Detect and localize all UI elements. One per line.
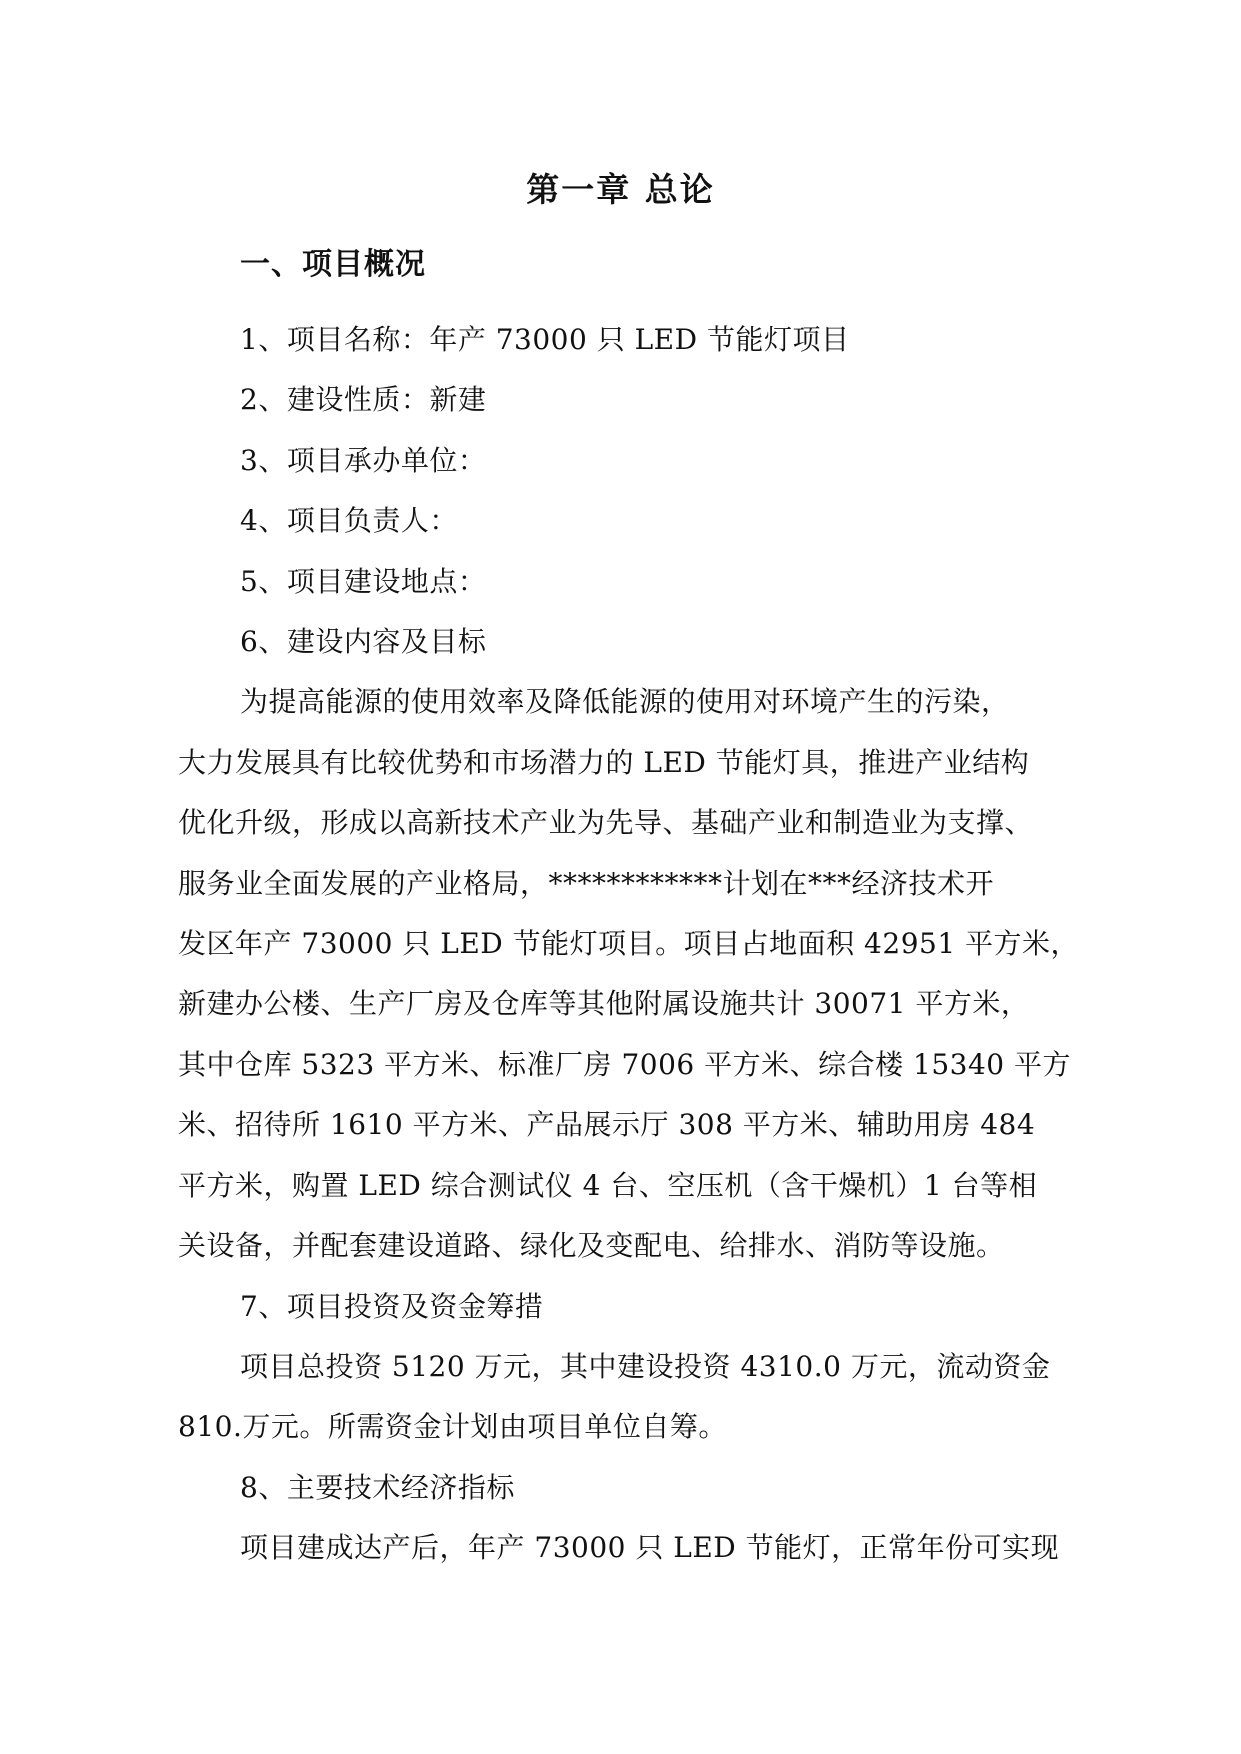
paragraph-line: 关设备，并配套建设道路、绿化及变配电、给排水、消防等设施。: [178, 1229, 1005, 1263]
item-undertaking-unit: 3、项目承办单位：: [240, 443, 487, 477]
chapter-title: 第一章 总论: [526, 170, 715, 209]
paragraph-line: 米、招待所 1610 平方米、产品展示厅 308 平方米、辅助用房 484: [178, 1108, 1036, 1142]
paragraph-line: 服务业全面发展的产业格局，************计划在***经济技术开: [178, 866, 995, 900]
paragraph-line: 发区年产 73000 只 LED 节能灯项目。项目占地面积 42951 平方米，: [178, 927, 1080, 961]
paragraph-line: 项目总投资 5120 万元，其中建设投资 4310.0 万元，流动资金: [240, 1349, 1051, 1383]
item-indicators-heading: 8、主要技术经济指标: [240, 1470, 515, 1504]
item-project-location: 5、项目建设地点：: [240, 564, 487, 598]
paragraph-line: 优化升级，形成以高新技术产业为先导、基础产业和制造业为支撑、: [178, 806, 1034, 840]
body-text: [178, 310, 1078, 1579]
item-investment-heading: 7、项目投资及资金筹措: [240, 1289, 544, 1323]
paragraph-line: 项目建成达产后，年产 73000 只 LED 节能灯，正常年份可实现: [240, 1531, 1060, 1565]
paragraph-line: 新建办公楼、生产厂房及仓库等其他附属设施共计 30071 平方米，: [178, 987, 1030, 1021]
item-construction-content-heading: 6、建设内容及目标: [240, 625, 487, 659]
paragraph-line: 其中仓库 5323 平方米、标准厂房 7006 平方米、综合楼 15340 平方: [178, 1047, 1071, 1081]
item-project-name: 1、项目名称：年产 73000 只 LED 节能灯项目: [240, 323, 850, 356]
item-construction-type: 2、建设性质：新建: [240, 383, 487, 417]
paragraph-line: 大力发展具有比较优势和市场潜力的 LED 节能灯具，推进产业结构: [178, 745, 1030, 779]
paragraph-line: 为提高能源的使用效率及降低能源的使用对环境产生的污染，: [240, 685, 1010, 719]
paragraph-line: 平方米，购置 LED 综合测试仪 4 台、空压机（含干燥机）1 台等相: [178, 1168, 1038, 1202]
item-project-leader: 4、项目负责人：: [240, 504, 458, 538]
section-heading: 一、项目概况: [240, 247, 426, 282]
paragraph-line: 810.万元。所需资金计划由项目单位自筹。: [178, 1410, 727, 1444]
